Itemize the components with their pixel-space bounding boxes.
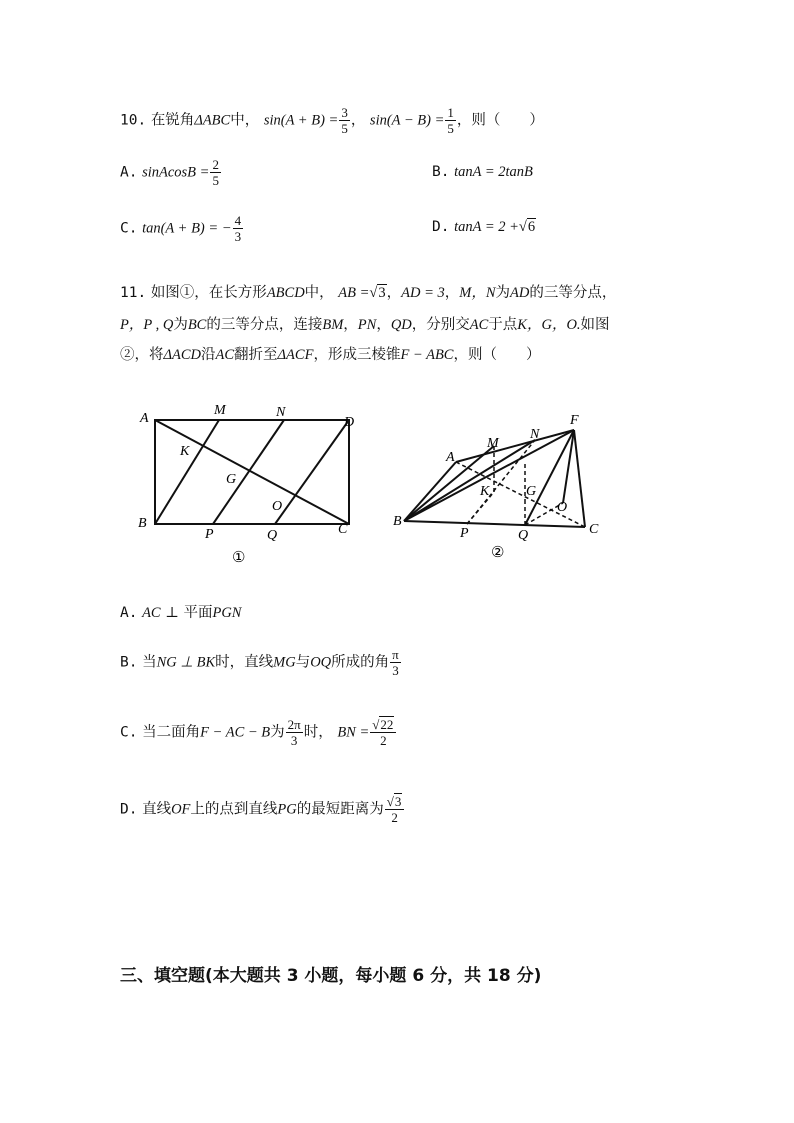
q10-stem-end: ，则（ ） [456, 112, 544, 129]
q11-mn: M，N [459, 285, 496, 301]
segment-bm [155, 420, 219, 524]
option-b-label: B. [432, 164, 450, 180]
option-c-text: 当二面角 [142, 724, 201, 741]
q10-given1: sin(A + B) = [263, 112, 339, 129]
q11-ac: AC [469, 317, 489, 333]
option-b-ng: NG ⊥ BK [156, 654, 216, 671]
option-d-radicand: 3 [394, 794, 402, 809]
option-c-text: tan(A + B) = − [142, 220, 232, 237]
option-b-label: B. [120, 654, 138, 671]
edge-ac-dashed [456, 462, 585, 527]
q11-option-c[interactable] [120, 718, 397, 747]
q10-stem [120, 106, 544, 135]
q11-ad2: AD [510, 285, 530, 301]
option-b-text: 时，直线 [215, 654, 274, 671]
fig1-label-g: G [226, 472, 237, 487]
q11-ab-sqrt: √3 [369, 285, 386, 301]
edge-ba [404, 462, 456, 521]
fig2-label-n: N [530, 427, 540, 442]
option-c-num: 4 [234, 213, 242, 228]
q11-ab: AB = [338, 285, 370, 301]
q10-sep: ， [350, 112, 366, 129]
option-c-facb: F − AC − B [200, 724, 271, 741]
q10-given1-fraction [339, 106, 350, 135]
option-c-bn-radicand: 22 [380, 717, 394, 732]
q11-ad: AD = 3 [401, 285, 445, 301]
option-d-label: D. [432, 219, 450, 235]
option-d-sqrt: √6 [518, 219, 536, 235]
segment-ac [155, 420, 349, 524]
q10-triangle: ΔABC [194, 112, 231, 129]
q11-text: ， [444, 285, 460, 301]
option-a-fraction [210, 158, 221, 187]
option-b-text: 所成的角 [331, 654, 390, 671]
fig1-label-c: C [338, 522, 348, 537]
option-d-pg: PG [277, 801, 297, 818]
option-a-den: 5 [212, 173, 219, 188]
edge-af [456, 430, 574, 462]
fig1-label-m: M [214, 403, 226, 418]
q11-text: 为 [495, 285, 510, 301]
edge-fc [574, 430, 585, 527]
q11-ab-radicand: 3 [378, 285, 386, 301]
q11-p: P， [120, 317, 144, 333]
q11-text: ， [343, 317, 358, 333]
q11-option-a[interactable] [120, 601, 241, 622]
q10-option-b[interactable] [432, 164, 533, 181]
option-d-num: √3 [385, 795, 405, 810]
q11-text: ②，将 [120, 347, 164, 363]
option-a-pgn: PGN [212, 605, 242, 621]
option-c-fraction [233, 214, 244, 243]
option-d-radicand: 6 [527, 219, 536, 235]
edge-bn-solid [404, 440, 535, 521]
q11-line1 [120, 281, 616, 302]
q11-ac3: AC [215, 347, 235, 363]
q11-text: 翻折至 [234, 347, 278, 363]
fig1-label-k: K [180, 444, 190, 459]
option-b-den: 3 [392, 663, 399, 678]
q11-option-b[interactable] [120, 648, 402, 677]
fig1-caption: ① [232, 550, 246, 566]
q11-text: 的三等分点， [529, 285, 617, 301]
edge-bc [404, 521, 585, 527]
option-c-bn-den: 2 [380, 733, 387, 748]
option-b-text: 当 [142, 654, 157, 671]
q11-text: ，则（ ） [453, 347, 541, 363]
fig1-label-d: D [344, 415, 355, 430]
option-b-oq: OQ [310, 654, 332, 671]
figure-2-pyramid [385, 405, 615, 570]
option-b-text: tanA = 2tanB [454, 164, 533, 180]
option-a-ac: AC [142, 605, 161, 621]
q10-stem-text: 在锐角 [150, 112, 195, 129]
option-d-text: 直线 [142, 801, 172, 818]
fig2-label-p: P [460, 526, 469, 541]
option-c-label: C. [120, 220, 138, 237]
option-b-mg: MG [273, 654, 296, 671]
option-d-of: OF [171, 801, 191, 818]
q10-given1-num: 3 [341, 105, 348, 120]
q11-bm: BM [322, 317, 344, 333]
option-d-fraction [385, 795, 405, 824]
q11-number: 11. [120, 285, 147, 301]
q10-option-c[interactable] [120, 214, 244, 243]
option-d-text: 上的点到直线 [190, 801, 278, 818]
fig2-label-q: Q [518, 528, 529, 543]
q10-given1-den: 5 [341, 121, 348, 136]
option-b-num: π [392, 647, 399, 662]
option-d-text: tanA = 2 + [454, 219, 519, 235]
q11-qd: QD [390, 317, 412, 333]
option-d-den: 2 [391, 810, 398, 825]
q10-given2-num: 1 [447, 105, 454, 120]
q10-number: 10. [120, 112, 147, 129]
q10-option-a[interactable] [120, 158, 222, 187]
option-a-num: 2 [212, 157, 219, 172]
fig2-label-c: C [589, 522, 599, 537]
fig1-label-q: Q [267, 528, 278, 543]
option-a-label: A. [120, 605, 138, 621]
q11-text: 如图①，在长方形 [150, 285, 267, 301]
q11-bc: BC [187, 317, 207, 333]
fig1-label-p: P [205, 527, 214, 542]
fig2-label-a: A [446, 450, 455, 465]
figure-1-rectangle [120, 395, 380, 575]
q11-text: 如图 [580, 317, 610, 333]
q11-pn: PN [357, 317, 377, 333]
fig1-label-b: B [138, 516, 147, 531]
fig1-label-a: A [140, 411, 149, 426]
q11-text: ， [386, 285, 402, 301]
fig2-label-g: G [526, 484, 537, 499]
q11-fabc: F − ABC [400, 347, 454, 363]
fig2-label-f: F [570, 413, 579, 428]
fig2-label-b: B [393, 514, 402, 529]
option-c-bn-num: √22 [370, 718, 396, 733]
section-heading: 三、填空题(本大题共 3 小题，每小题 6 分，共 18 分) [120, 966, 542, 986]
fig2-label-o: O [557, 500, 568, 515]
option-c-text: 时， [303, 724, 333, 741]
q10-given2-fraction [445, 106, 456, 135]
q11-option-d[interactable] [120, 795, 405, 824]
q11-text: 沿 [201, 347, 216, 363]
option-c-text: 为 [270, 724, 285, 741]
q11-text: 于点 [488, 317, 518, 333]
option-c-bn-fraction [370, 718, 396, 747]
option-a-text: sinAcosB = [142, 164, 210, 181]
option-c-label: C. [120, 724, 138, 741]
fig2-label-k: K [480, 484, 490, 499]
option-c-den: 3 [290, 733, 298, 748]
option-b-fraction [390, 648, 401, 677]
q11-rect: ABCD [266, 285, 305, 301]
fig1-label-o: O [272, 499, 283, 514]
q10-option-d[interactable] [432, 219, 536, 236]
q10-stem-text-b: 中， [230, 112, 260, 129]
q11-text: 为 [173, 317, 188, 333]
q11-acd: ΔACD [163, 347, 202, 363]
option-a-text: ⊥ 平面 [165, 605, 213, 621]
segment-qd [275, 420, 349, 524]
q11-text: 中， [304, 285, 334, 301]
option-d-label: D. [120, 801, 138, 818]
q10-given2: sin(A − B) = [369, 112, 445, 129]
option-c-num: 2π [287, 717, 301, 732]
option-c-fraction [286, 718, 303, 747]
option-a-label: A. [120, 164, 138, 181]
q10-given2-den: 5 [447, 121, 454, 136]
q11-kgo: K，G，O. [517, 317, 581, 333]
q11-text: ，分别交 [411, 317, 470, 333]
q11-text: ，形成三棱锥 [313, 347, 401, 363]
q11-line3 [120, 343, 540, 364]
q11-line2 [120, 313, 610, 334]
q11-pq: P , Q [143, 317, 174, 333]
option-c-den: 3 [234, 229, 242, 244]
q11-acf: ΔACF [277, 347, 314, 363]
q11-text: 的三等分点，连接 [206, 317, 323, 333]
fig1-label-n: N [276, 405, 286, 420]
option-b-text: 与 [295, 654, 311, 671]
option-d-text: 的最短距离为 [296, 801, 384, 818]
fig2-caption: ② [491, 545, 505, 561]
q11-text: ， [376, 317, 391, 333]
fig2-label-m: M [487, 436, 499, 451]
option-c-bn: BN = [337, 724, 370, 741]
